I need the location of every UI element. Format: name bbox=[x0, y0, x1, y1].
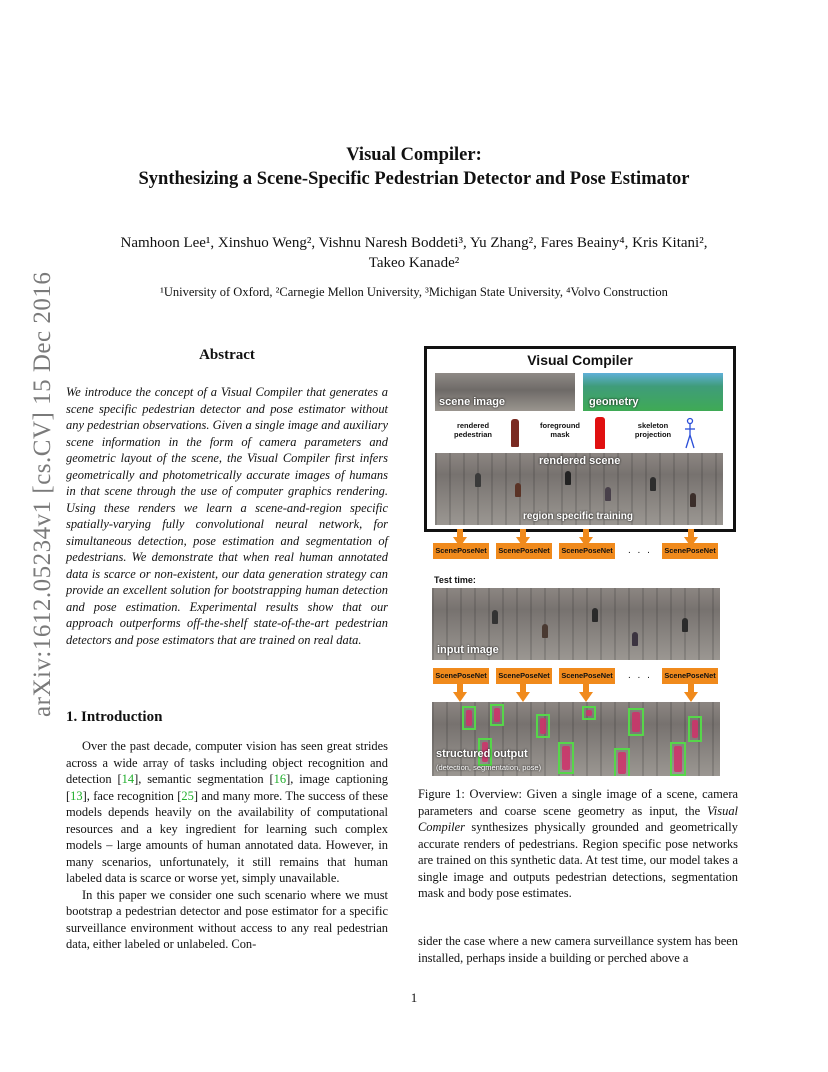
intro-body bbox=[66, 738, 388, 953]
structured-output-panel bbox=[432, 702, 720, 776]
input-image-panel bbox=[432, 588, 720, 660]
skeleton-projection-label: skeleton projection bbox=[634, 421, 672, 439]
pedestrian bbox=[542, 624, 548, 638]
visual-compiler-box bbox=[424, 346, 736, 532]
skeleton-icon bbox=[683, 417, 697, 449]
scene-image-label: scene image bbox=[439, 396, 506, 408]
authors-line2: Takeo Kanade² bbox=[368, 255, 460, 271]
caption-label: Figure 1: bbox=[418, 787, 465, 801]
intro-text: ], semantic segmentation [ bbox=[134, 772, 274, 786]
arrow bbox=[516, 692, 530, 702]
overview-figure bbox=[424, 346, 736, 778]
pedestrian bbox=[492, 610, 498, 624]
rendered-scene-label: rendered scene bbox=[539, 455, 621, 467]
paper-title-line1: Visual Compiler: bbox=[346, 145, 482, 165]
foreground-mask-label: foreground mask bbox=[540, 421, 580, 439]
rendered-pedestrian-label: rendered pedestrian bbox=[454, 421, 492, 439]
scene-pose-net: ScenePoseNet bbox=[662, 543, 718, 559]
intro-text: ], image captioning [ bbox=[66, 772, 388, 803]
arrow bbox=[684, 692, 698, 702]
page-number: 1 bbox=[410, 990, 418, 1005]
detection-box bbox=[670, 742, 686, 776]
intro-heading: 1. Introduction bbox=[66, 709, 163, 725]
caption-text: synthesizes physically grounded and geometrically accurate renders of pedestrians. Region specific pose networks are trained on this synthetic data. At test time, our model takes a single image and outputs pedestrian detections, segmentation mask and body pose estimates. bbox=[418, 820, 738, 900]
detection-box bbox=[490, 704, 504, 726]
ellipsis: . . . bbox=[628, 670, 652, 681]
geometry-label: geometry bbox=[589, 396, 639, 408]
right-column-text: sider the case where a new camera surveillance system has been installed, perhaps inside a building or perched above a bbox=[418, 934, 738, 965]
scene-image-panel bbox=[435, 373, 575, 411]
arrow bbox=[579, 692, 593, 702]
detection-box bbox=[536, 714, 550, 738]
region-training-label: region specific training bbox=[523, 511, 634, 522]
caption-emphasis: Visual Compiler bbox=[418, 803, 738, 834]
paper-title-line2: Synthesizing a Scene-Specific Pedestrian Detector and Pose Estimator bbox=[138, 169, 690, 189]
detection-box bbox=[462, 706, 476, 730]
intro-text: Over the past decade, computer vision has seen great strides across a wide array of tasks including object recognition and detection [ bbox=[66, 739, 388, 786]
arrow bbox=[457, 529, 463, 537]
test-time-label: Test time: bbox=[434, 575, 476, 585]
scene-pose-net: ScenePoseNet bbox=[559, 543, 615, 559]
pedestrian bbox=[565, 471, 571, 485]
structured-output-label: structured output bbox=[436, 748, 528, 760]
scene-pose-net: ScenePoseNet bbox=[496, 543, 552, 559]
arrow bbox=[583, 529, 589, 537]
input-image-label: input image bbox=[437, 644, 499, 656]
geometry-panel bbox=[583, 373, 723, 411]
pedestrian bbox=[632, 632, 638, 646]
scene-pose-net: ScenePoseNet bbox=[496, 668, 552, 684]
pedestrian bbox=[690, 493, 696, 507]
arrow bbox=[520, 529, 526, 537]
arrow bbox=[688, 529, 694, 537]
pedestrian bbox=[682, 618, 688, 632]
abstract-heading: Abstract bbox=[199, 347, 255, 363]
intro-text: ], face recognition [ bbox=[82, 788, 182, 803]
intro-text: ] and many more. The success of these models depends heavily on the availability of computational resources and a key ingredient for learning such complex models – large amounts of human annotated data. However, in many scenarios, unfortunately, it still remains that human labeled data is scarce or worse yet, simply unavailable. bbox=[66, 788, 388, 885]
detection-box bbox=[558, 742, 574, 774]
abstract-text: We introduce the concept of a Visual Compiler that generates a scene specific pedestrian detector and pose estimator without any pedestrian observations. Given a single image and auxiliary scene information in the form of camera parameters and geometric layout of the scene, the Visual Compiler first infers geometrically and photometrically accurate images of humans in that scene through the use of computer graphics rendering. Using these renders we learn a scene-and-region specific spatially-varying fully convolutional neural network, for simultaneous detection, pose estimation and segmentation of pedestrians. We demonstrate that when real human annotated data is scarce or non-existent, our data generation strategy can provide an excellent solution for bootstrapping human detection and pose estimation. Experimental results show that our approach outperforms off-the-shelf state-of-the-art pedestrian detectors and pose estimators that are trained on real data. bbox=[66, 385, 388, 647]
detection-box bbox=[688, 716, 702, 742]
figure-caption bbox=[418, 786, 738, 902]
ellipsis: . . . bbox=[628, 545, 652, 556]
citation-link[interactable]: 13 bbox=[70, 788, 83, 803]
arrow bbox=[453, 692, 467, 702]
scene-pose-net: ScenePoseNet bbox=[662, 668, 718, 684]
detection-box bbox=[582, 706, 596, 720]
arrow bbox=[583, 684, 589, 692]
intro-paragraph-2: In this paper we consider one such scenario where we must bootstrap a pedestrian detector and pose estimator for a specific surveillance environment without access to any real pedestrian data, either labeled or unlabeled. Con- bbox=[66, 887, 388, 951]
authors-line1: Namhoon Lee¹, Xinshuo Weng², Vishnu Naresh Boddeti³, Yu Zhang², Fares Beainy⁴, Kris Kitani², bbox=[120, 235, 708, 251]
arxiv-stamp: arXiv:1612.05234v1 [cs.CV] 15 Dec 2016 bbox=[29, 271, 56, 717]
pedestrian bbox=[605, 487, 611, 501]
citation-link[interactable]: 25 bbox=[181, 788, 194, 803]
scene-pose-net: ScenePoseNet bbox=[433, 668, 489, 684]
affiliations: ¹University of Oxford, ²Carnegie Mellon University, ³Michigan State University, ⁴Volvo Construction bbox=[160, 285, 668, 299]
arrow bbox=[520, 684, 526, 692]
caption-text: Overview: Given a single image of a scene, camera parameters and coarse scene geometry as input, the bbox=[418, 787, 738, 818]
structured-output-sublabel: (detection, segmentation, pose) bbox=[436, 763, 542, 772]
scene-pose-net: ScenePoseNet bbox=[559, 668, 615, 684]
scene-pose-net: ScenePoseNet bbox=[433, 543, 489, 559]
visual-compiler-title: Visual Compiler bbox=[527, 352, 633, 368]
arrow bbox=[688, 684, 694, 692]
citation-link[interactable]: 16 bbox=[273, 772, 287, 786]
pedestrian bbox=[475, 473, 481, 487]
rendered-pedestrian-icon bbox=[511, 419, 519, 447]
intro-paragraph-1 bbox=[66, 738, 388, 887]
foreground-mask-icon bbox=[595, 417, 605, 449]
rendered-scene-panel bbox=[435, 453, 723, 525]
pedestrian bbox=[650, 477, 656, 491]
pedestrian bbox=[592, 608, 598, 622]
arrow bbox=[457, 684, 463, 692]
citation-link[interactable]: 14 bbox=[121, 772, 135, 786]
detection-box bbox=[628, 708, 644, 736]
detection-box bbox=[614, 748, 630, 776]
pedestrian bbox=[515, 483, 521, 497]
